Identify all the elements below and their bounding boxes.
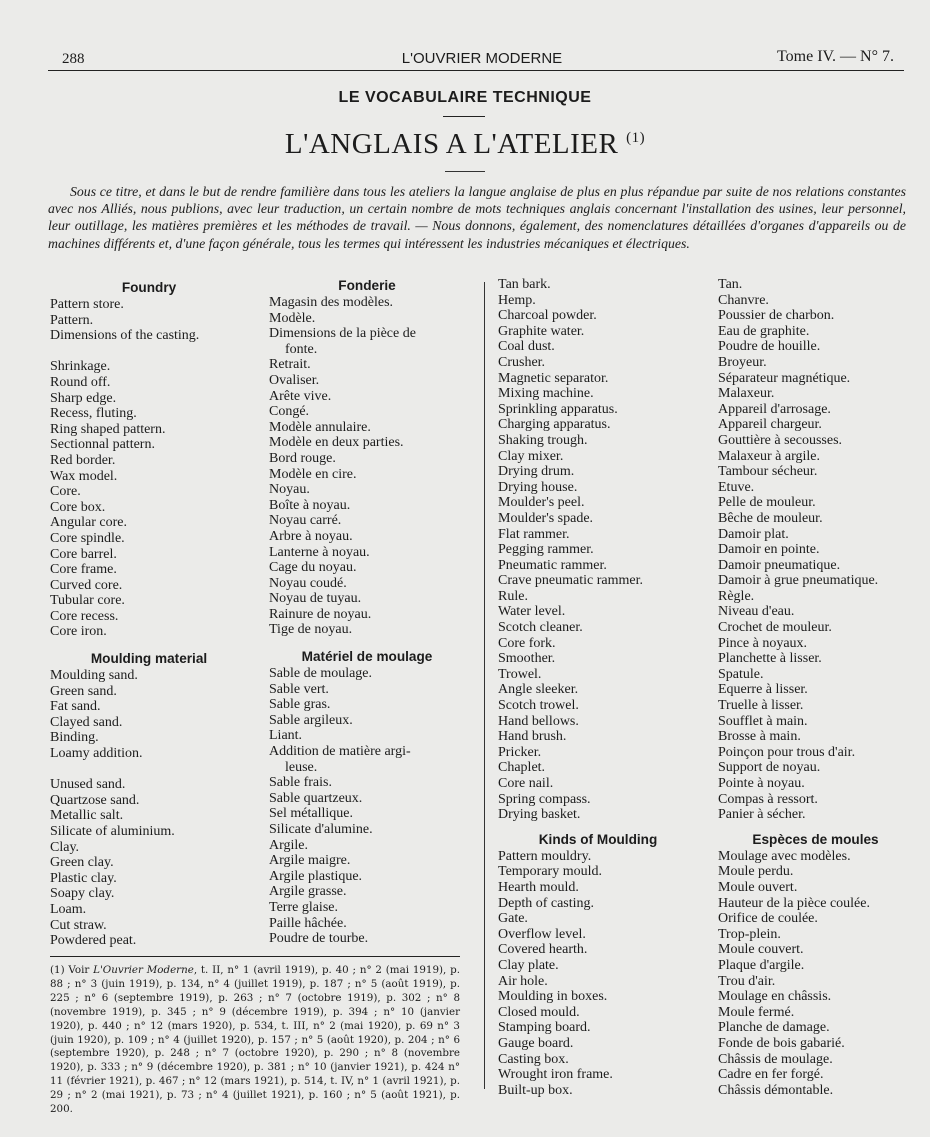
- list-item: Chanvre.: [718, 292, 769, 308]
- list-item: Moulding in boxes.: [498, 989, 608, 1005]
- section-rule: [443, 116, 485, 117]
- english-column-left: [50, 280, 248, 949]
- list-item: Damoir pneumatique.: [718, 557, 841, 573]
- list-item: Overflow level.: [498, 926, 586, 942]
- list-item: Binding.: [50, 730, 99, 746]
- journal-title: L'OUVRIER MODERNE: [401, 50, 563, 67]
- list-item: Bord rouge.: [269, 450, 336, 466]
- list-item: Appareil chargeur.: [718, 417, 822, 433]
- list-item: Liant.: [269, 728, 303, 744]
- list-item: Panier à sécher.: [718, 807, 806, 823]
- list-item: Support de noyau.: [718, 760, 821, 776]
- list-item: Casting box.: [498, 1051, 569, 1067]
- list-item: Malaxeur.: [718, 386, 775, 402]
- intro-paragraph: Sous ce titre, et dans le but de rendre familière dans tous les ateliers la langue anglaise de plus en plus répandue par suite de nos relations constantes avec nos Alliés, nous publions, avec leur traduction, un certain nombre de mots techniques anglais concernant l'installation des usines, leur personnel, leur outillage, les matières premières et les méthodes de travail. — Nous donnons, également, des nomenclatures détaillées d'organes d'appareils ou de machines différents et, d'une façon générale, tous les termes qui intéressent les industries mécaniques et électriques.: [48, 184, 906, 251]
- list-item: Drying drum.: [498, 464, 575, 480]
- list-item: Retrait.: [269, 357, 311, 373]
- list-item: Pattern mouldry.: [498, 848, 592, 864]
- list-item: Loam.: [50, 901, 87, 917]
- column-heading: Fonderie: [338, 278, 396, 293]
- list-item: Niveau d'eau.: [718, 604, 795, 620]
- list-item: Shrinkage.: [50, 359, 111, 375]
- list-item: Plaque d'argile.: [718, 957, 805, 973]
- term-list: [718, 849, 913, 1099]
- french-column-left: [269, 278, 465, 947]
- english-column-right: [498, 277, 698, 1098]
- footnote-rule: [50, 956, 460, 957]
- list-item: Shaking trough.: [498, 432, 588, 448]
- term-list: [498, 277, 698, 823]
- list-item: Pneumatic rammer.: [498, 557, 607, 573]
- list-item: Graphite water.: [498, 323, 585, 339]
- list-item: Truelle à lisser.: [718, 698, 804, 714]
- list-item: Argile.: [269, 837, 309, 853]
- list-item: Crusher.: [498, 354, 546, 370]
- list-item: Ovaliser.: [269, 372, 320, 388]
- list-item: Modèle.: [269, 310, 316, 326]
- list-item: Angle sleeker.: [498, 682, 579, 698]
- list-item: Cage du noyau.: [269, 560, 357, 576]
- list-item: Hauteur de la pièce coulée.: [718, 895, 870, 911]
- list-item: Hemp.: [498, 292, 536, 308]
- list-item: Trop-plein.: [718, 926, 781, 942]
- title-footnote-mark: (1): [626, 130, 646, 146]
- list-item: Addition de matière argi-: [269, 744, 411, 760]
- list-item: Hand bellows.: [498, 713, 579, 729]
- list-item: Sprinkling apparatus.: [498, 401, 618, 417]
- list-item: Quartzose sand.: [50, 792, 140, 808]
- list-item: Sable gras.: [269, 697, 331, 713]
- list-item: Modèle annulaire.: [269, 419, 371, 435]
- list-item: Dimensions de la pièce de: [269, 326, 416, 342]
- list-item: Modèle en cire.: [269, 466, 357, 482]
- list-item: Recess, fluting.: [50, 406, 137, 422]
- column-divider: [484, 282, 485, 1089]
- footnote-journal: L'Ouvrier Moderne: [93, 964, 194, 976]
- list-item: Congé.: [269, 404, 310, 420]
- list-item: Clay plate.: [498, 957, 559, 973]
- running-header: [62, 48, 902, 70]
- list-item: Clay mixer.: [498, 448, 564, 464]
- list-item: Silicate d'alumine.: [269, 822, 373, 837]
- list-item: Crave pneumatic rammer.: [498, 573, 643, 589]
- list-item: Eau de graphite.: [718, 323, 810, 339]
- issue-label: Tome IV. — N° 7.: [777, 48, 894, 65]
- list-item: Round off.: [50, 374, 111, 390]
- list-item: Moulder's peel.: [498, 495, 585, 511]
- list-item: Spatule.: [718, 666, 764, 682]
- list-item: Compas à ressort.: [718, 791, 818, 807]
- list-item: Arbre à noyau.: [269, 528, 353, 544]
- section-heading: LE VOCABULAIRE TECHNIQUE: [338, 89, 592, 106]
- list-item: Planchette à lisser.: [718, 651, 822, 667]
- list-item: Core fork.: [498, 635, 556, 651]
- list-item: fonte.: [285, 341, 318, 357]
- footnote-mark: (1) Voir: [50, 964, 90, 976]
- column-heading: Foundry: [121, 280, 177, 295]
- list-item: Drying basket.: [498, 807, 581, 823]
- list-item: Tan.: [718, 277, 743, 292]
- column-heading: Espèces de moules: [752, 831, 879, 847]
- column-heading: Kinds of Moulding: [538, 831, 658, 847]
- list-item: Smoother.: [498, 651, 556, 667]
- list-item: Hearth mould.: [498, 879, 579, 895]
- list-item: Core iron.: [50, 624, 107, 640]
- list-spacer: [50, 762, 248, 778]
- list-item: Crochet de mouleur.: [718, 620, 832, 636]
- list-item: Paille hâchée.: [269, 915, 347, 931]
- list-item: Pricker.: [498, 744, 542, 760]
- list-item: Damoir plat.: [718, 526, 789, 542]
- list-item: Damoir en pointe.: [718, 542, 820, 558]
- list-item: Powdered peat.: [50, 933, 137, 949]
- list-item: Modèle en deux parties.: [269, 435, 404, 451]
- list-item: Chaplet.: [498, 760, 546, 776]
- list-item: Core.: [50, 484, 81, 500]
- list-item: Core recess.: [50, 608, 119, 624]
- list-item: Red border.: [50, 452, 116, 468]
- list-item: Metallic salt.: [50, 808, 124, 824]
- list-item: Core frame.: [50, 562, 117, 578]
- list-item: Pince à noyaux.: [718, 635, 808, 651]
- list-item: Noyau.: [269, 482, 310, 498]
- list-item: Argile grasse.: [269, 884, 347, 900]
- list-item: Charging apparatus.: [498, 417, 611, 433]
- list-item: Drying house.: [498, 479, 578, 495]
- list-item: Moulder's spade.: [498, 510, 594, 526]
- list-item: Built-up box.: [498, 1082, 573, 1098]
- list-item: Séparateur magnétique.: [718, 370, 851, 386]
- page-number: 288: [62, 51, 85, 67]
- term-list: [269, 295, 465, 638]
- list-item: Orifice de coulée.: [718, 911, 818, 927]
- list-item: Pattern.: [50, 312, 94, 328]
- list-item: Stamping board.: [498, 1020, 591, 1036]
- list-item: Cadre en fer forgé.: [718, 1067, 824, 1083]
- list-item: Moule ouvert.: [718, 879, 798, 895]
- footnote: [50, 964, 460, 1117]
- list-item: Clay.: [50, 839, 80, 855]
- list-item: Etuve.: [718, 479, 755, 495]
- list-item: Lanterne à noyau.: [269, 544, 370, 560]
- list-item: Moule couvert.: [718, 942, 804, 958]
- list-item: Pointe à noyau.: [718, 776, 805, 791]
- list-item: Tan bark.: [498, 277, 551, 292]
- list-item: Spring compass.: [498, 791, 591, 807]
- term-list: [269, 666, 465, 947]
- list-item: Poussier de charbon.: [718, 308, 835, 324]
- list-item: Magnetic separator.: [498, 370, 609, 386]
- list-item: Coal dust.: [498, 339, 555, 355]
- list-item: Terre glaise.: [269, 899, 338, 915]
- list-item: Trowel.: [498, 666, 542, 682]
- list-item: Moulding sand.: [50, 668, 138, 684]
- list-item: Châssis de moulage.: [718, 1051, 833, 1067]
- list-item: Arête vive.: [269, 388, 332, 404]
- list-item: Wax model.: [50, 468, 118, 484]
- list-item: Curved core.: [50, 577, 123, 593]
- list-item: Fonde de bois gabarié.: [718, 1035, 845, 1051]
- list-item: Bêche de mouleur.: [718, 510, 823, 526]
- list-item: Argile plastique.: [269, 868, 363, 884]
- list-item: Magasin des modèles.: [269, 295, 394, 310]
- list-item: Sable frais.: [269, 775, 332, 791]
- list-item: Argile maigre.: [269, 853, 351, 869]
- title-rule: [445, 171, 485, 172]
- list-item: Règle.: [718, 588, 755, 604]
- article-title-text: L'ANGLAIS A L'ATELIER: [284, 128, 619, 160]
- list-item: Ring shaped pattern.: [50, 421, 166, 437]
- list-item: Soapy clay.: [50, 886, 115, 902]
- list-item: Covered hearth.: [498, 942, 588, 958]
- list-item: Appareil d'arrosage.: [718, 401, 831, 417]
- list-item: Noyau de tuyau.: [269, 591, 362, 607]
- list-item: Wrought iron frame.: [498, 1067, 613, 1083]
- list-item: Sectionnal pattern.: [50, 437, 155, 453]
- list-item: Green clay.: [50, 855, 114, 871]
- list-item: Cut straw.: [50, 917, 107, 933]
- french-column-right: [718, 277, 913, 1098]
- list-item: Charcoal powder.: [498, 308, 597, 324]
- list-spacer: [50, 344, 248, 360]
- list-item: Poudre de houille.: [718, 339, 821, 355]
- article-title: [0, 128, 930, 161]
- list-item: Broyeur.: [718, 354, 767, 370]
- list-item: Closed mould.: [498, 1004, 580, 1020]
- list-item: Sharp edge.: [50, 390, 117, 406]
- list-item: Sable quartzeux.: [269, 790, 363, 806]
- list-item: Planche de damage.: [718, 1020, 830, 1036]
- list-item: Flat rammer.: [498, 526, 570, 542]
- list-item: Noyau carré.: [269, 513, 342, 529]
- term-list: [498, 849, 698, 1099]
- list-item: Depth of casting.: [498, 895, 595, 911]
- column-heading: Matériel de moulage: [301, 649, 433, 665]
- list-item: Silicate of aluminium.: [50, 824, 175, 839]
- list-item: Boîte à noyau.: [269, 497, 351, 513]
- list-item: Core box.: [50, 499, 106, 515]
- list-item: Trou d'air.: [718, 973, 776, 989]
- list-item: Hand brush.: [498, 729, 567, 745]
- list-item: Temporary mould.: [498, 864, 602, 880]
- list-item: Noyau coudé.: [269, 575, 347, 591]
- list-item: Plastic clay.: [50, 870, 117, 886]
- list-item: leuse.: [285, 759, 318, 775]
- list-item: Fat sand.: [50, 699, 101, 715]
- list-item: Moule fermé.: [718, 1004, 795, 1020]
- list-item: Sel métallique.: [269, 806, 353, 822]
- list-item: Core nail.: [498, 776, 554, 791]
- list-item: Gauge board.: [498, 1035, 574, 1051]
- list-item: Malaxeur à argile.: [718, 448, 820, 464]
- list-item: Rule.: [498, 588, 528, 604]
- list-item: Gouttière à secousses.: [718, 432, 843, 448]
- list-item: Poudre de tourbe.: [269, 931, 369, 947]
- list-item: Core barrel.: [50, 546, 117, 562]
- list-item: Tubular core.: [50, 593, 125, 609]
- list-item: Tambour sécheur.: [718, 464, 818, 480]
- list-item: Soufflet à main.: [718, 713, 808, 729]
- list-item: Air hole.: [498, 973, 548, 989]
- footnote-text: , t. II, n° 1 (avril 1919), p. 40 ; n° 2 (mai 1919), p. 88 ; n° 3 (juin 1919), p. 134, n° 4 (juillet 1919), p. 187 ; n° 5 (août 1919), p. 225 ; n° 6 (septembre 1919), p. 263 ; n° 7 (octobre 1919), p. 302 ; n° 8 (novembre 1919), p. 345 ; n° 9 (décembre 1919), p. 394 ; n° 10 (janvier 1920), p. 440 ; n° 12 (mars 1920), p. 534, t. III, n° 2 (mai 1920), p. 69 n° 3 (juin 1920), p. 109 ; n° 4 (juillet 1920), p. 157 ; n° 5 (août 1920), p. 204 ; n° 6 (septembre 1920), p. 248 ; n° 7 (octobre 1920), p. 290 ; n° 8 (novembre 1920), p. 333 ; n° 9 (décembre 1920), p. 381 ; n° 10 (janvier 1921), p. 424 n° 11 (février 1921), p. 467 ; n° 12 (mars 1921), p. 514, t. IV, n° 1 (avril 1921), p. 29 ; n° 2 (mai 1921), p. 73 ; n° 4 (juillet 1921), p. 160 ; n° 5 (août 1921), p. 200.: [50, 964, 460, 1116]
- list-item: Moulage avec modèles.: [718, 848, 851, 864]
- term-list: [50, 297, 248, 640]
- list-item: Poinçon pour trous d'air.: [718, 744, 856, 760]
- list-item: Loamy addition.: [50, 746, 143, 762]
- list-item: Moulage en châssis.: [718, 989, 832, 1005]
- list-item: Sable vert.: [269, 681, 329, 697]
- list-item: Pattern store.: [50, 297, 124, 312]
- list-item: Water level.: [498, 604, 566, 620]
- list-item: Sable argileux.: [269, 712, 353, 728]
- list-item: Green sand.: [50, 683, 117, 699]
- list-item: Brosse à main.: [718, 729, 801, 745]
- list-item: Moule perdu.: [718, 864, 794, 880]
- list-item: Core spindle.: [50, 530, 125, 546]
- list-item: Pegging rammer.: [498, 542, 594, 558]
- list-item: Mixing machine.: [498, 386, 594, 402]
- list-item: Rainure de noyau.: [269, 606, 372, 622]
- list-item: Gate.: [498, 911, 528, 927]
- list-item: Damoir à grue pneumatique.: [718, 573, 879, 589]
- list-item: Scotch cleaner.: [498, 620, 583, 636]
- term-list: [50, 668, 248, 949]
- list-item: Unused sand.: [50, 777, 126, 793]
- list-item: Angular core.: [50, 515, 127, 531]
- list-item: Tige de noyau.: [269, 622, 353, 638]
- column-heading: Moulding material: [90, 651, 208, 667]
- header-rule: [48, 70, 904, 71]
- list-item: Sable de moulage.: [269, 666, 373, 682]
- list-item: Dimensions of the casting.: [50, 328, 200, 344]
- term-list: [718, 277, 913, 823]
- list-item: Scotch trowel.: [498, 698, 579, 714]
- list-item: Clayed sand.: [50, 714, 123, 730]
- list-item: Pelle de mouleur.: [718, 495, 816, 511]
- list-item: Châssis démontable.: [718, 1082, 834, 1098]
- list-item: Equerre à lisser.: [718, 682, 808, 698]
